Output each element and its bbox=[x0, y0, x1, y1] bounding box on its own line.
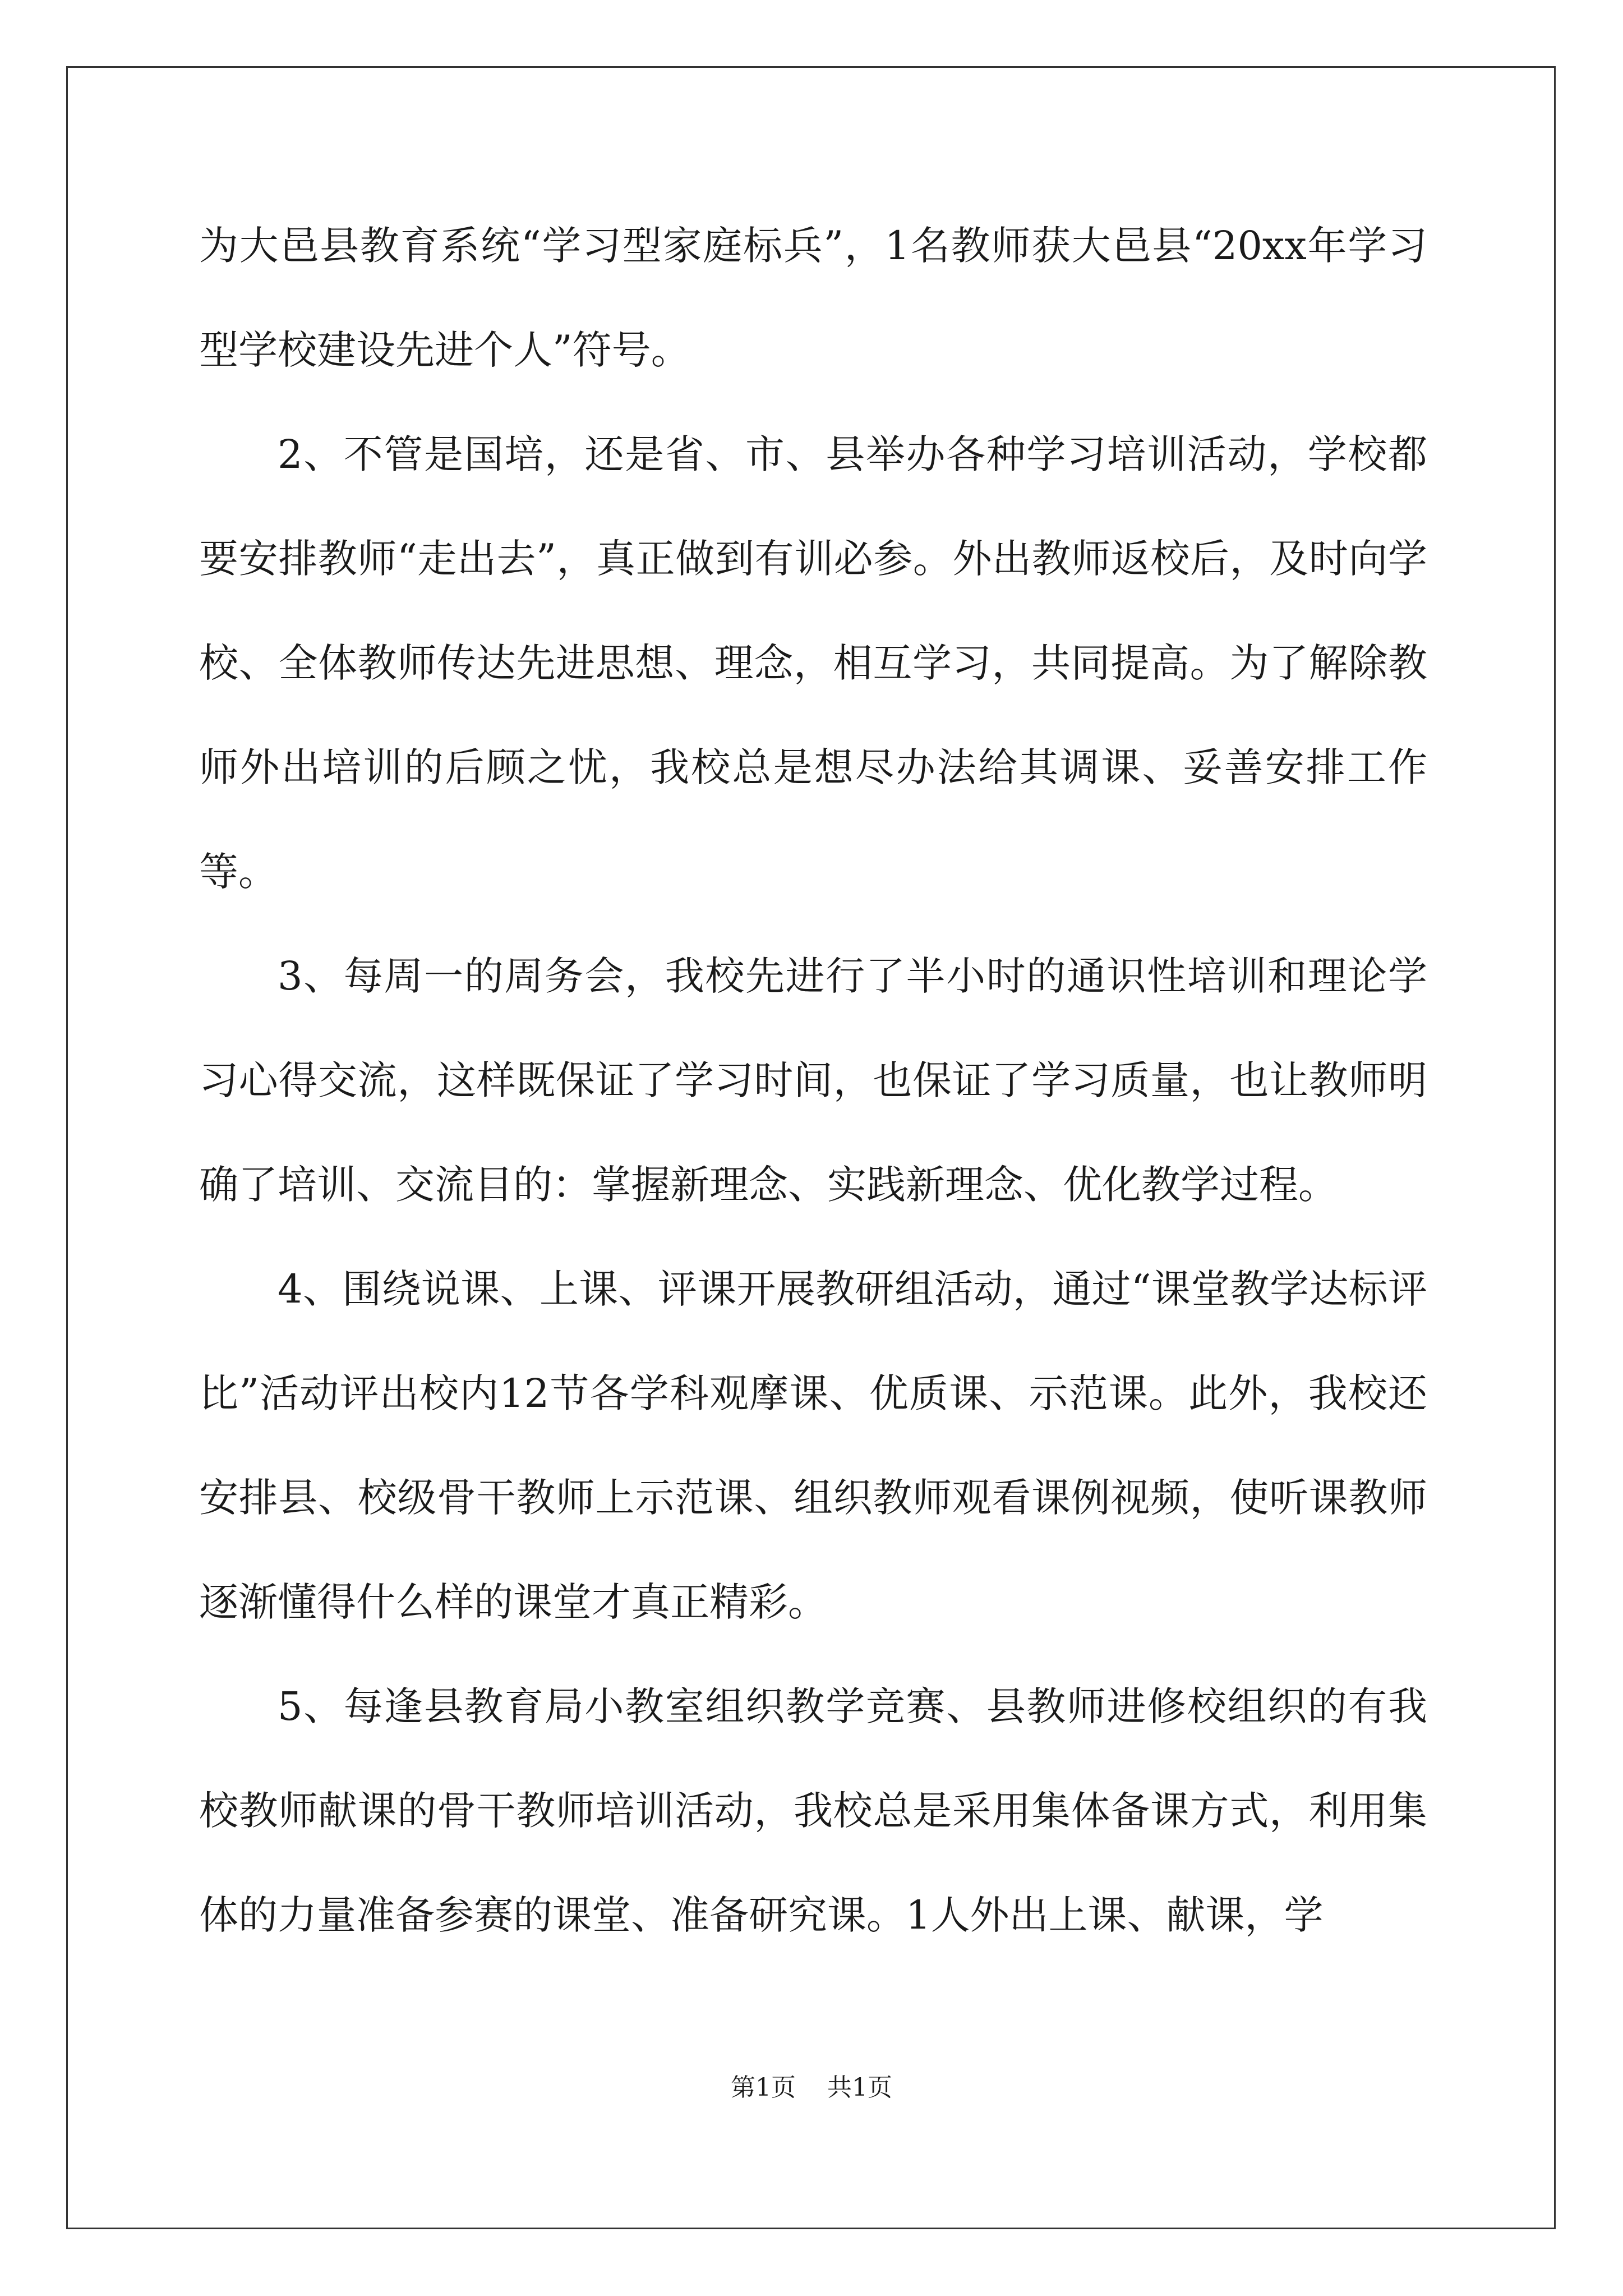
page-total: 共1页 bbox=[827, 2073, 892, 2102]
page-footer bbox=[0, 2071, 1623, 2105]
paragraph-item-2: 2、不管是国培，还是省、市、县举办各种学习培训活动，学校都要安排教师“走出去”，真正做到有训必参。外出教师返校后，及时向学校、全体教师传达先进思想、理念，相互学习，共同提高。为了解除教师外出培训的后顾之忧，我校总是想尽办法给其调课、妥善安排工作等。 bbox=[199, 431, 1427, 895]
paragraph-continuation: 为大邑县教育系统“学习型家庭标兵”，1名教师获大邑县“20xx年学习型学校建设先进个人”符号。 bbox=[199, 223, 1427, 373]
page-number: 第1页 bbox=[731, 2073, 796, 2102]
paragraph-item-5: 5、每逢县教育局小教室组织教学竞赛、县教师进修校组织的有我校教师献课的骨干教师培训活动，我校总是采用集体备课方式，利用集体的力量准备参赛的课堂、准备研究课。1人外出上课、献课，学 bbox=[199, 1683, 1427, 1938]
paragraph-item-4: 4、围绕说课、上课、评课开展教研组活动，通过“课堂教学达标评比”活动评出校内12节各学科观摩课、优质课、示范课。此外，我校还安排县、校级骨干教师上示范课、组织教师观看课例视频，使听课教师逐渐懂得什么样的课堂才真正精彩。 bbox=[199, 1266, 1427, 1625]
document-body bbox=[199, 194, 1427, 1967]
paragraph-item-3: 3、每周一的周务会，我校先进行了半小时的通识性培训和理论学习心得交流，这样既保证了学习时间，也保证了学习质量，也让教师明确了培训、交流目的：掌握新理念、实践新理念、优化教学过程。 bbox=[199, 953, 1427, 1208]
